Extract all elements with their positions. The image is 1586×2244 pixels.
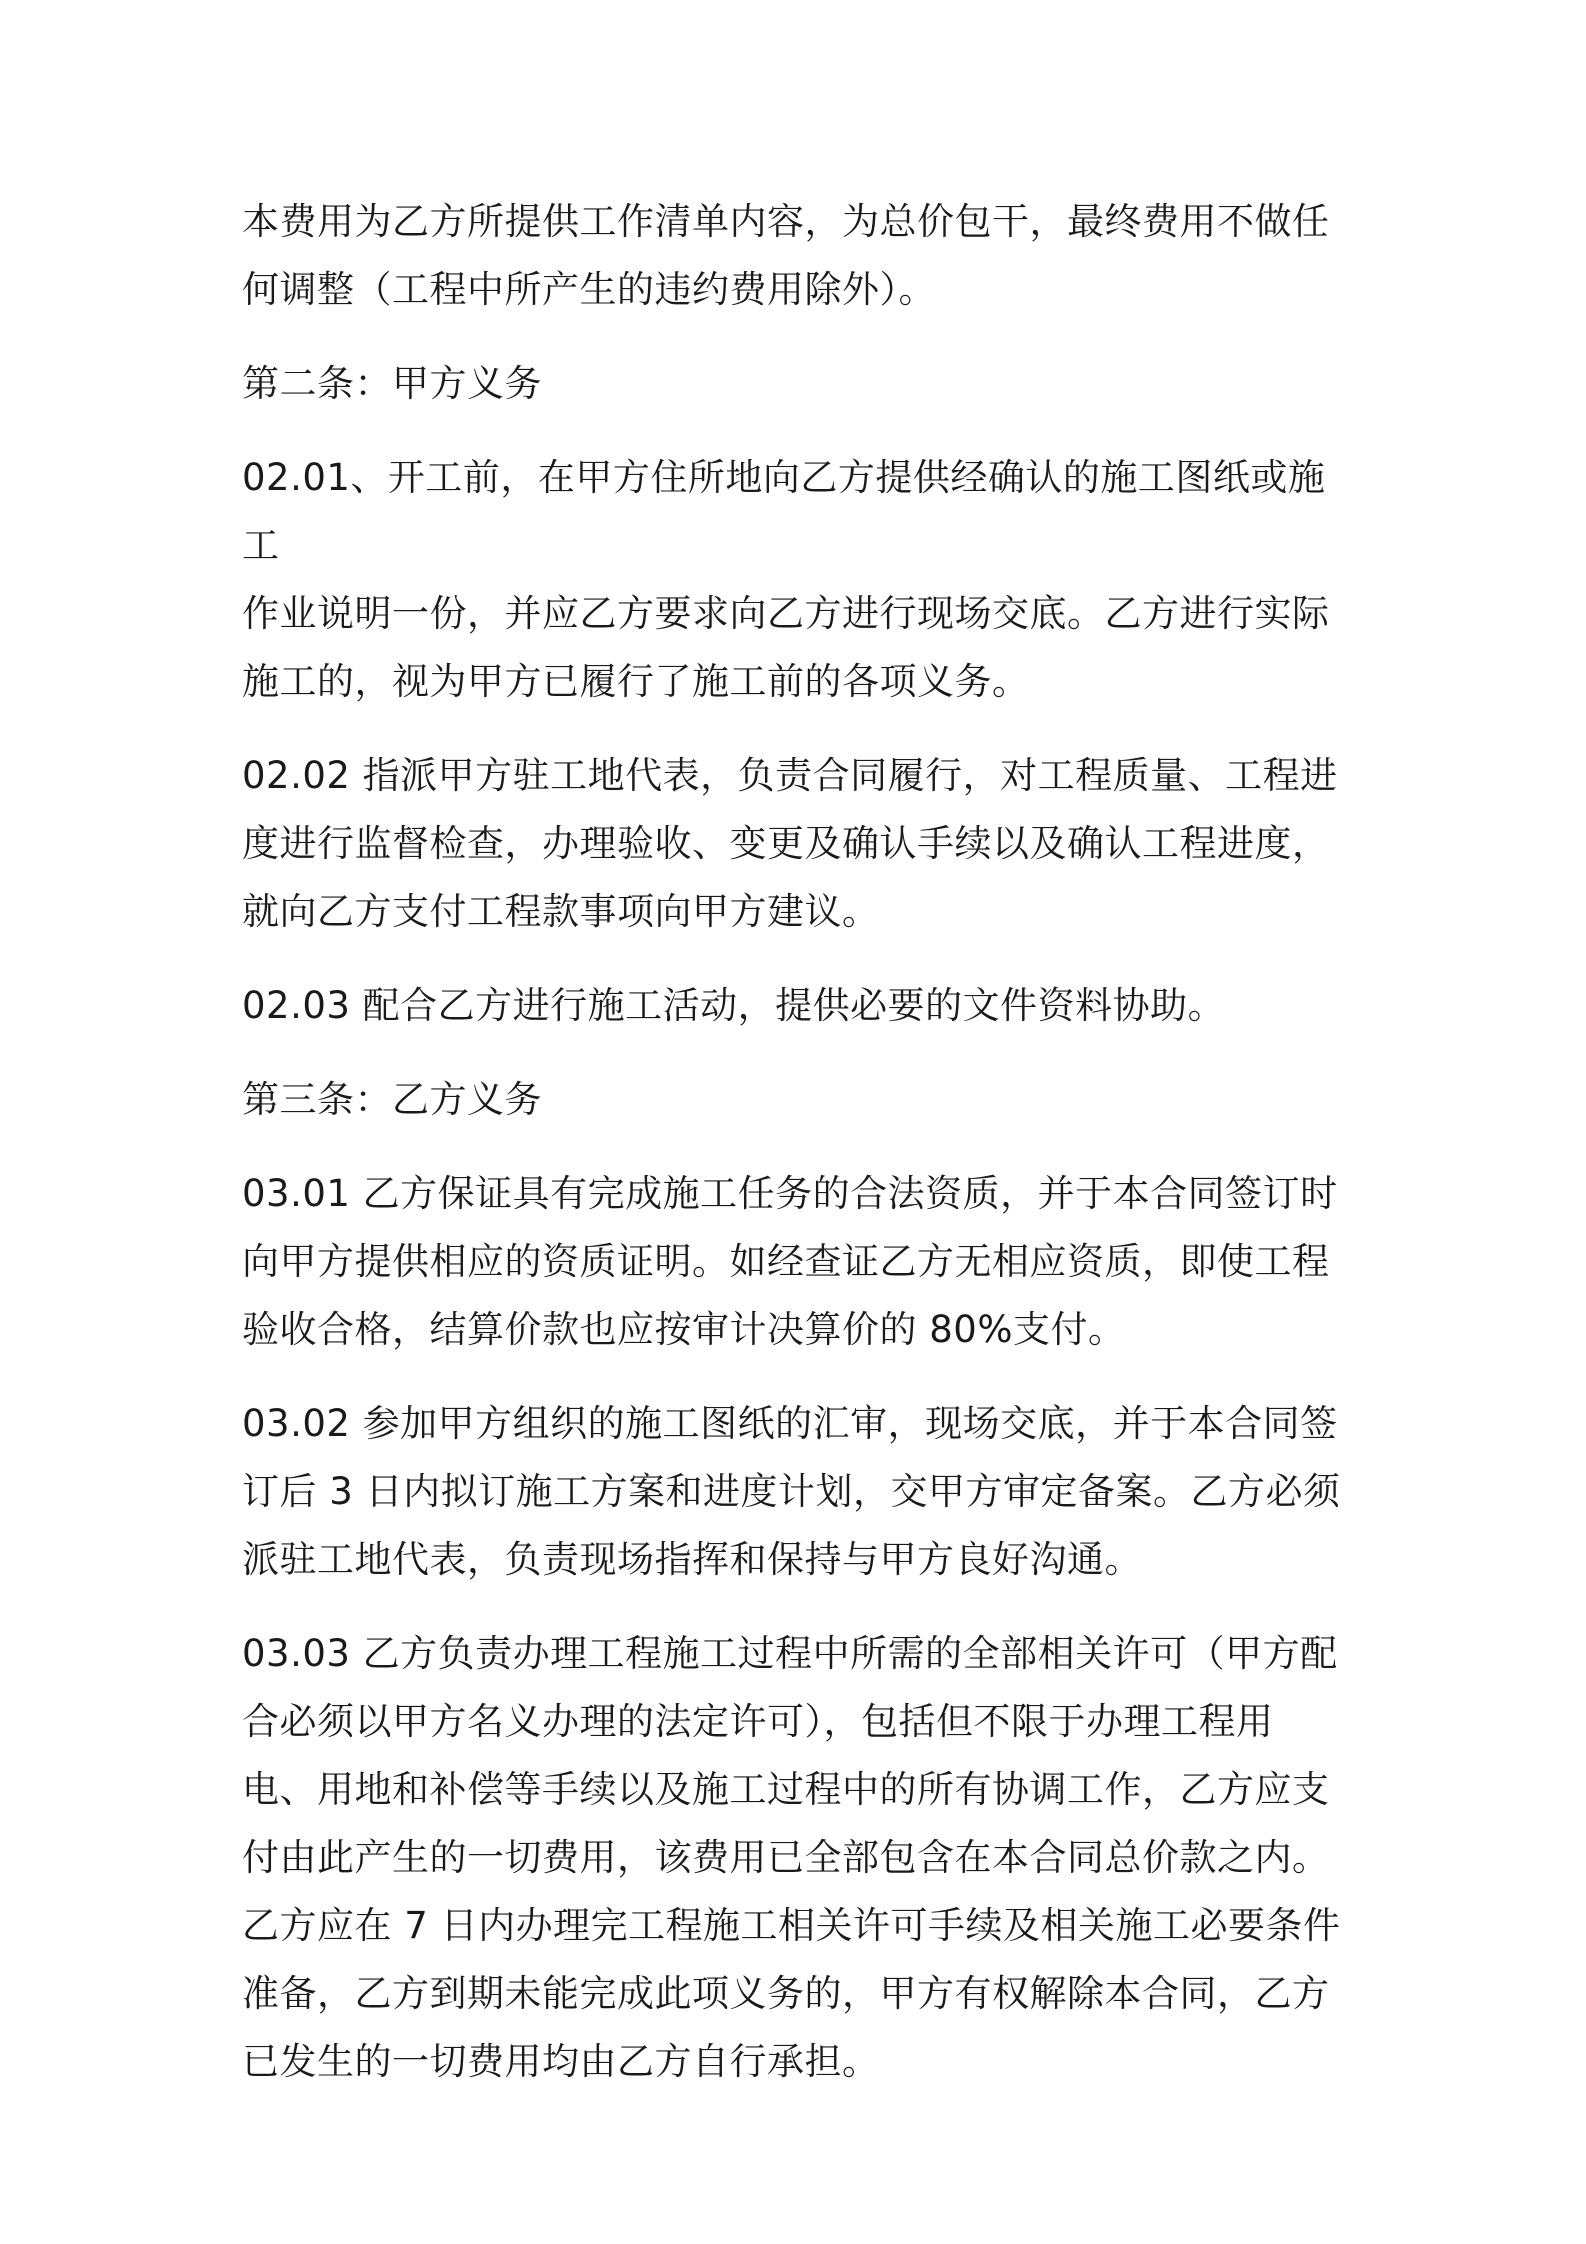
paragraph bbox=[242, 742, 1362, 946]
paragraph bbox=[242, 1390, 1362, 1594]
section-heading bbox=[242, 1066, 1362, 1134]
text-line: 作业说明一份，并应乙方要求向乙方进行现场交底。乙方进行实际 bbox=[242, 592, 1330, 635]
text-line: 合必须以甲方名义办理的法定许可），包括但不限于办理工程用 bbox=[242, 1700, 1274, 1743]
text-line: 03.02 参加甲方组织的施工图纸的汇审，现场交底，并于本合同签 bbox=[242, 1402, 1338, 1445]
text-line: 本费用为乙方所提供工作清单内容，为总价包干，最终费用不做任 bbox=[242, 200, 1330, 243]
text-line: 派驻工地代表，负责现场指挥和保持与甲方良好沟通。 bbox=[242, 1538, 1142, 1581]
paragraph bbox=[242, 1620, 1362, 2096]
text-line: 02.03 配合乙方进行施工活动，提供必要的文件资料协助。 bbox=[242, 984, 1226, 1027]
text-line: 施工的，视为甲方已履行了施工前的各项义务。 bbox=[242, 660, 1030, 703]
section-heading bbox=[242, 350, 1362, 418]
paragraph bbox=[242, 444, 1362, 716]
text-line: 何调整（工程中所产生的违约费用除外）。 bbox=[242, 268, 936, 311]
text-line: 02.02 指派甲方驻工地代表，负责合同履行，对工程质量、工程进 bbox=[242, 754, 1338, 797]
paragraph bbox=[242, 188, 1362, 324]
text-line: 订后 3 日内拟订施工方案和进度计划，交甲方审定备案。乙方必须 bbox=[242, 1470, 1341, 1513]
text-line: 03.01 乙方保证具有完成施工任务的合法资质，并于本合同签订时 bbox=[242, 1172, 1338, 1215]
text-line: 已发生的一切费用均由乙方自行承担。 bbox=[242, 2040, 880, 2083]
document-page bbox=[242, 188, 1362, 2122]
text-line: 02.01、开工前，在甲方住所地向乙方提供经确认的施工图纸或施工 bbox=[242, 456, 1326, 567]
text-line: 准备，乙方到期未能完成此项义务的，甲方有权解除本合同，乙方 bbox=[242, 1972, 1330, 2015]
text-line: 电、用地和补偿等手续以及施工过程中的所有协调工作，乙方应支 bbox=[242, 1768, 1330, 1811]
text-line: 第三条：乙方义务 bbox=[242, 1078, 542, 1121]
paragraph bbox=[242, 1160, 1362, 1364]
text-line: 向甲方提供相应的资质证明。如经查证乙方无相应资质，即使工程 bbox=[242, 1240, 1330, 1283]
text-line: 度进行监督检查，办理验收、变更及确认手续以及确认工程进度， bbox=[242, 822, 1330, 865]
text-line: 验收合格，结算价款也应按审计决算价的 80%支付。 bbox=[242, 1308, 1126, 1351]
text-line: 03.03 乙方负责办理工程施工过程中所需的全部相关许可（甲方配 bbox=[242, 1632, 1338, 1675]
text-line: 就向乙方支付工程款事项向甲方建议。 bbox=[242, 890, 880, 933]
paragraph bbox=[242, 972, 1362, 1040]
text-line: 第二条：甲方义务 bbox=[242, 362, 542, 405]
text-line: 乙方应在 7 日内办理完工程施工相关许可手续及相关施工必要条件 bbox=[242, 1904, 1341, 1947]
text-line: 付由此产生的一切费用，该费用已全部包含在本合同总价款之内。 bbox=[242, 1836, 1330, 1879]
